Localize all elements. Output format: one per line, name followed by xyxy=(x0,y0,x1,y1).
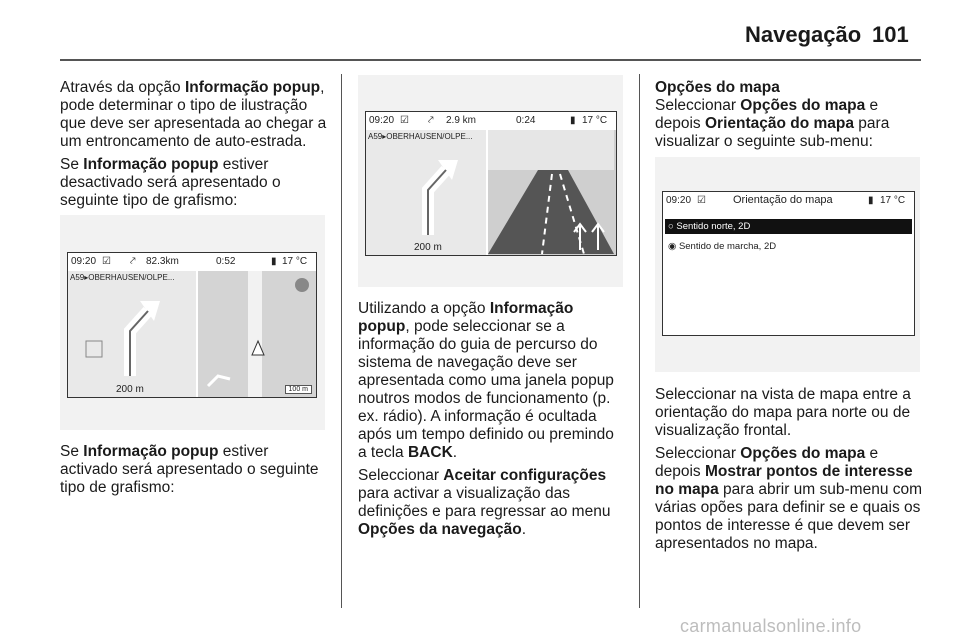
menu-title: Orientação do mapa xyxy=(733,194,833,206)
turn-distance: 200 m xyxy=(414,242,442,253)
figure-nav-popup-on xyxy=(358,75,623,287)
clock: 09:20 xyxy=(71,256,97,267)
paragraph: Seleccionar Opções do mapa e depois Mostrar pontos de interesse no mapa para abrir um sub-menu com várias opões para definir se e quais os pontos de interesse é que devem ser apresentados no mapa. xyxy=(655,445,923,552)
turn-arrow-icon xyxy=(68,281,196,389)
thermometer-icon: ▮ xyxy=(570,115,576,126)
junction-view xyxy=(488,130,616,255)
turn-arrow-icon xyxy=(366,140,486,248)
route-icon: ☑ xyxy=(697,195,706,206)
street-name: A59▸OBERHAUSEN/OLPE... xyxy=(368,132,473,141)
paragraph: Através da opção Informação popup, pode determinar o tipo de ilustração que deve ser apresentada ao chegar a um entroncamento de auto-estrada. xyxy=(60,79,327,150)
paragraph: Seleccionar Aceitar configurações para activar a visualização das definições e para regressar ao menu Opções da navegação. xyxy=(358,467,611,538)
column-divider-1 xyxy=(341,74,342,608)
distance-remaining: 82.3km xyxy=(146,256,179,267)
column-1 xyxy=(60,79,328,215)
thermometer-icon: ▮ xyxy=(271,256,277,267)
nav-screen xyxy=(67,252,317,398)
turn-panel xyxy=(68,271,196,397)
section-heading: Opções do mapa xyxy=(655,79,780,96)
distance-icon: ⤤ xyxy=(130,256,136,267)
column-divider-2 xyxy=(639,74,640,608)
figure-nav-popup-off xyxy=(60,215,325,430)
watermark: carmanualsonline.info xyxy=(680,616,862,636)
column-3 xyxy=(655,79,923,156)
paragraph: Seleccionar na vista de mapa entre a orientação do mapa para norte ou de visualização frontal. xyxy=(655,386,911,439)
clock: 09:20 xyxy=(666,195,692,206)
map-panel xyxy=(198,271,316,397)
eta: 0:52 xyxy=(216,256,236,267)
street-name: A59▸OBERHAUSEN/OLPE... xyxy=(70,273,175,282)
route-icon: ☑ xyxy=(400,115,409,126)
menu-option-north-2d[interactable]: ○ Sentido norte, 2D xyxy=(665,219,912,234)
column-3-continued xyxy=(655,386,923,558)
thermometer-icon: ▮ xyxy=(868,195,874,206)
status-bar xyxy=(68,253,316,271)
page-number: 101 xyxy=(872,22,909,47)
page-title: Navegação xyxy=(745,22,862,47)
highway-junction-icon xyxy=(488,130,614,254)
nav-screen xyxy=(365,111,617,256)
turn-panel xyxy=(366,130,486,255)
map-icon xyxy=(198,271,314,397)
page-header xyxy=(0,0,960,62)
route-icon: ☑ xyxy=(102,256,111,267)
menu-screen xyxy=(662,191,915,336)
temperature: 17 °C xyxy=(282,256,308,267)
paragraph: Utilizando a opção Informação popup, pode seleccionar se a informação do guia de percurso do sistema de navegação deve ser apresentada como uma janela popup noutros modos de funcionamento (p. ex. rádio). A informação é ocultada após um tempo definido ou premindo a tecla BACK. xyxy=(358,300,614,461)
column-1-continued xyxy=(60,443,328,502)
status-bar xyxy=(663,192,914,212)
clock: 09:20 xyxy=(369,115,395,126)
temperature: 17 °C xyxy=(582,115,608,126)
temperature: 17 °C xyxy=(880,195,906,206)
turn-distance: 200 m xyxy=(116,384,144,395)
status-bar xyxy=(366,112,616,130)
menu-option-heading-2d[interactable]: ◉ Sentido de marcha, 2D xyxy=(668,241,777,252)
paragraph: Seleccionar Opções do mapa e depois Orientação do mapa para visualizar o seguinte sub-menu: xyxy=(655,97,890,150)
figure-map-orientation xyxy=(655,157,920,372)
paragraph: Se Informação popup estiver desactivado será apresentado o seguinte tipo de grafismo: xyxy=(60,156,281,209)
distance-icon: ⤤ xyxy=(428,115,434,126)
eta: 0:24 xyxy=(516,115,536,126)
map-scale: 100 m xyxy=(285,385,312,394)
column-2 xyxy=(358,300,626,544)
distance-remaining: 2.9 km xyxy=(446,115,477,126)
paragraph: Se Informação popup estiver activado será apresentado o seguinte tipo de grafismo: xyxy=(60,443,319,496)
header-rule xyxy=(60,59,921,61)
